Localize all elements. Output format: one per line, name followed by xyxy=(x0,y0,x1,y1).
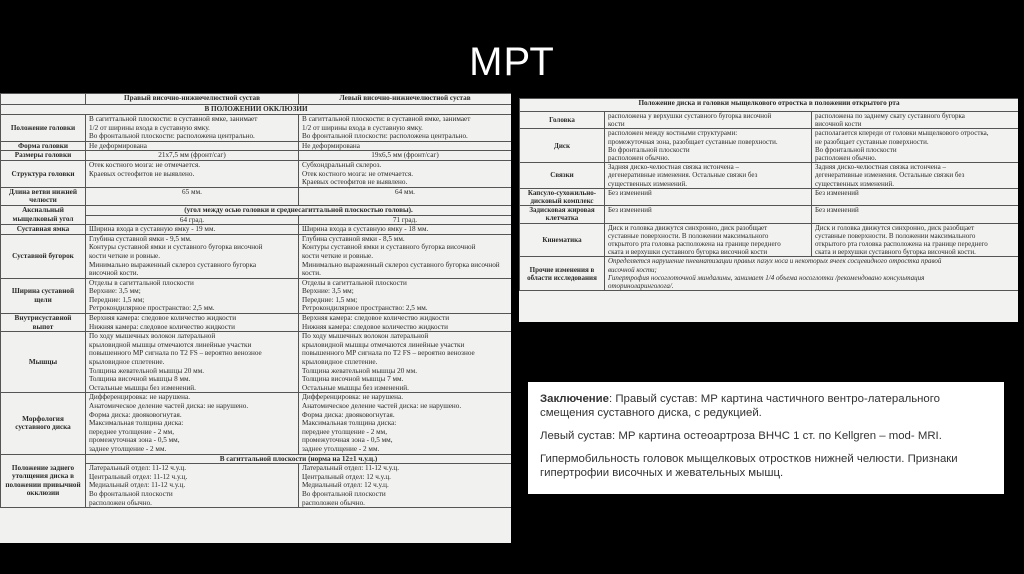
left-table-right-cell xyxy=(86,278,299,313)
left-table-left-cell-line: Передние: 1,5 мм; xyxy=(302,295,358,304)
left-table-row xyxy=(1,234,512,278)
left-table-left-cell-line: Толщина височной мышцы 7 мм. xyxy=(302,375,404,384)
right-table-right-cell-line: Задняя диско-челюстная связка истончена – xyxy=(608,163,739,172)
left-table-row xyxy=(1,454,512,464)
right-table-row-label: Капсуло-сухожильно-дисковый комплекс xyxy=(520,188,605,205)
right-table-right-cell-line: расположен между костными структурами: xyxy=(608,129,738,138)
left-table-right-cell-line: Передние: 1,5 мм; xyxy=(89,295,145,304)
left-table-left-cell-line: крыловидной мышцы отмечаются линейные участки xyxy=(302,340,465,349)
right-table-right-cell-line: суставные поверхности. В положении максимального xyxy=(608,231,769,240)
left-table-left-cell-line: По ходу мышечных волокон латеральной xyxy=(302,332,429,341)
left-table-right-cell xyxy=(86,464,299,508)
right-table-span-cell-line: Определяется нарушение пневматизации правых пазух носа и некоторых ячеек сосцевидного отростка правой xyxy=(608,257,942,266)
left-table-left-cell-line: Не деформирована xyxy=(302,141,360,150)
right-table-right-cell-line: ската и верхушки суставного бугорка височной кости xyxy=(608,248,768,257)
right-table-span-cell-line: оториноларинголога/. xyxy=(608,282,674,291)
left-table-left-cell-line: Нижняя камера: следовое количество жидкости xyxy=(302,322,448,331)
right-table-left-cell-line: дегенеративные изменения. Остальные связки без xyxy=(815,171,965,180)
left-table-left-cell-line: В сагиттальной плоскости: в суставной ямке, занимает xyxy=(302,115,471,123)
left-table-row-label: Суставная ямка xyxy=(1,225,86,235)
left-table-left-cell-line: Максимальная толщина диска: xyxy=(302,419,397,428)
left-table-span-cell: В сагиттальной плоскости (норма на 12±1 ч.у.ц.) xyxy=(86,454,512,464)
right-table-left-cell-line: Без изменений xyxy=(815,206,859,215)
left-table-right-cell-line: Максимальная толщина диска: xyxy=(89,419,184,428)
right-table-right-cell xyxy=(605,223,812,257)
left-table-left-cell-line: Ширина входа в суставную ямку - 18 мм. xyxy=(302,225,429,234)
left-table-right-cell-line: височной кости. xyxy=(89,269,139,278)
right-table-span-cell xyxy=(605,257,1019,291)
left-report-table xyxy=(0,93,511,543)
right-table-row-label: Диск xyxy=(520,129,605,163)
left-table-left-cell xyxy=(299,141,512,151)
left-table-right-cell-line: Верхние: 3,5 мм; xyxy=(89,287,141,296)
left-table-left-cell-line: Глубина суставной ямки - 8,5 мм. xyxy=(302,234,405,243)
header-right-joint: Правый височно-нижнечелюстной сустав xyxy=(86,94,299,105)
right-table-left-cell-line: открытого рта головка расположена на границе переднего xyxy=(815,240,988,249)
left-table-right-cell-line: Отделы в сагиттальной плоскости xyxy=(89,278,194,287)
left-table-right-cell-line: крыловидное сплетение. xyxy=(89,358,165,367)
right-table-right-cell-line: промежуточная зона, разобщает суставные поверхности. xyxy=(608,137,778,146)
right-table-right-cell-line: расположен обычно. xyxy=(608,154,670,163)
left-table-left-cell xyxy=(299,160,512,187)
left-table-right-cell-line: промежуточная зона - 0,5 мм, xyxy=(89,436,180,445)
left-table-left-cell-line: Дифференцировка: не нарушена. xyxy=(302,393,404,402)
left-table-right-cell-line: Минимально выраженный склероз суставного бугорка xyxy=(89,260,257,269)
right-table-left-cell-line: Во фронтальной плоскости xyxy=(815,145,897,154)
right-table-right-cell-line: Диск и головка движутся синхронно, диск разобщает xyxy=(608,223,768,232)
left-table-right-cell-line: повышенного МР сигнала по Т2 FS – вероятно венозное xyxy=(89,349,262,358)
right-table-right-cell xyxy=(605,112,812,129)
section-occlusion: В ПОЛОЖЕНИИ ОККЛЮЗИИ xyxy=(1,105,512,115)
right-table-right-cell-line: Без изменений xyxy=(608,206,652,215)
right-table-right-cell-line: расположена у верхушки суставного бугорка височной xyxy=(608,112,772,120)
left-table-right-cell-line: Контуры суставной ямки и суставного бугорка височной xyxy=(89,243,263,252)
left-table-row xyxy=(1,225,512,235)
left-table-row-label: Размеры головки xyxy=(1,151,86,161)
right-table-right-cell-line: дегенеративные изменения. Остальные связки без xyxy=(608,171,758,180)
left-table-row-label: Положение заднего утолщения диска в положении привычной окклюзии xyxy=(1,454,86,508)
right-table-left-cell xyxy=(812,206,1019,223)
right-table-right-cell-line: открытого рта головка расположена на границе переднего xyxy=(608,240,781,249)
right-table-right-cell-line: кости xyxy=(608,120,625,129)
conclusion-label: Заключение xyxy=(540,393,610,405)
left-table-right-cell-line: Толщина жевательной мышцы 20 мм. xyxy=(89,366,205,375)
right-table-right-cell xyxy=(605,163,812,189)
right-table-row xyxy=(520,206,1019,223)
right-table-left-cell-line: располагается кпереди от головки мыщелкового отростка, xyxy=(815,129,989,138)
left-table-right-cell-line: Во фронтальной плоскости xyxy=(89,489,173,498)
left-table-right-cell xyxy=(86,225,299,235)
left-table-span-cell: (угол между осью головки и среднесагиттальной плоскостью головы). xyxy=(86,205,512,215)
left-table-left-cell-line: Форма диска: двояковогнутая. xyxy=(302,410,395,419)
left-table-row xyxy=(1,332,512,393)
right-table-left-cell xyxy=(812,129,1019,163)
left-table-row-label: Суставной бугорок xyxy=(1,234,86,278)
left-table-left-cell-line: 71 град. xyxy=(392,215,418,224)
left-table-right-cell-line: 64 град. xyxy=(179,215,205,224)
left-table-left-cell xyxy=(299,151,512,161)
left-table-left-cell-line: Медиальный отдел: 12 ч.у.ц. xyxy=(302,481,389,490)
left-table-right-cell xyxy=(86,234,299,278)
right-table-row xyxy=(520,163,1019,189)
left-table-row-label: Ширина суставной щели xyxy=(1,278,86,313)
left-table-left-cell xyxy=(299,332,512,393)
left-table-right-cell-line: Не деформирована xyxy=(89,141,147,150)
left-table-row xyxy=(1,187,512,205)
right-table-left-cell xyxy=(812,163,1019,189)
left-table-right-cell-line: Центральный отдел: 11-12 ч.у.ц. xyxy=(89,472,188,481)
left-table-left-cell-line: 64 мм. xyxy=(395,187,415,196)
left-table-row xyxy=(1,151,512,161)
left-table-left-cell-line: Латеральный отдел: 11-12 ч.у.ц. xyxy=(302,464,400,473)
left-table-right-cell-line: 65 мм. xyxy=(182,187,202,196)
left-table-left-cell-line: Краевых остеофитов не выявлено. xyxy=(302,178,408,187)
left-table-left-cell-line: переднее утолщение - 2 мм, xyxy=(302,427,388,436)
left-table-left-cell xyxy=(299,314,512,332)
left-table-left-cell-line: Толщина жевательной мышцы 20 мм. xyxy=(302,366,418,375)
left-table-row xyxy=(1,393,512,454)
right-table-left-cell xyxy=(812,223,1019,257)
left-table-left-cell-line: Верхние: 3,5 мм; xyxy=(302,287,354,296)
right-table-right-cell xyxy=(605,188,812,205)
left-table-right-cell xyxy=(86,215,299,225)
left-table-left-cell-line: кости четкие и ровные. xyxy=(302,251,374,260)
left-table-right-cell-line: В сагиттальной плоскости: в суставной ямке, занимает xyxy=(89,115,258,123)
left-table-left-cell-line: Остальные мышцы без изменений. xyxy=(302,383,409,392)
left-table-left-cell-line: крыловидное сплетение. xyxy=(302,358,378,367)
left-table-right-cell-line: Ширина входа в суставную ямку - 19 мм. xyxy=(89,225,216,234)
left-table-right-cell-line: Анатомическое деление частей диска: не нарушено. xyxy=(89,402,249,410)
left-table-left-cell xyxy=(299,225,512,235)
right-table-row-label: Кинематика xyxy=(520,223,605,257)
right-table-left-cell-line: Без изменений xyxy=(815,188,859,197)
left-table-left-cell-line: заднее утолщение - 2 мм. xyxy=(302,444,380,453)
conclusion-right-joint xyxy=(540,392,992,420)
left-table-row xyxy=(1,278,512,313)
right-table-span-cell-line: височной кости; xyxy=(608,265,657,274)
left-table-right-cell xyxy=(86,151,299,161)
left-table-right-cell-line: Глубина суставной ямки - 9,5 мм. xyxy=(89,234,192,243)
left-table-right-cell-line: Нижняя камера: следовое количество жидкости xyxy=(89,322,235,331)
left-table-left-cell-line: Верхняя камера: следовое количество жидкости xyxy=(302,314,450,323)
right-table-row-label: Задисковая жировая клетчатка xyxy=(520,206,605,223)
right-table-right-cell xyxy=(605,206,812,223)
left-table-row xyxy=(1,205,512,215)
left-table-right-cell-line: Отек костного мозга: не отмечается. xyxy=(89,160,201,169)
left-table-left-cell xyxy=(299,234,512,278)
left-table-left-cell-line: Во фронтальной плоскости: расположена центрально. xyxy=(302,132,468,141)
right-table-row-label: Головка xyxy=(520,112,605,129)
conclusion-left-joint: Левый сустав: МР картина остеоартроза ВНЧС 1 ст. по Kellgren – mod- MRI. xyxy=(540,430,942,442)
left-table-left-cell-line: Отделы в сагиттальной плоскости xyxy=(302,278,407,287)
left-table-row xyxy=(1,160,512,187)
left-table-right-cell xyxy=(86,332,299,393)
left-table-right-cell-line: Ретрокондилярное пространство: 2,5 мм. xyxy=(89,304,215,313)
left-table-right-cell-line: крыловидной мышцы отмечаются линейные участки xyxy=(89,340,252,349)
left-table-row xyxy=(1,141,512,151)
right-table-left-cell-line: суставные поверхности. В положении максимального xyxy=(815,231,976,240)
left-table-left-cell-line: 19х6,5 мм (фронт/саг) xyxy=(371,151,439,160)
left-table-left-cell-line: Анатомическое деление частей диска: не нарушено. xyxy=(302,402,462,410)
left-table-right-cell-line: заднее утолщение - 2 мм. xyxy=(89,444,167,453)
left-table-right-cell xyxy=(86,160,299,187)
left-table-row-label: Аксиальный мыщелковый угол xyxy=(1,205,86,224)
left-table-right-cell xyxy=(86,187,299,205)
left-table-left-cell-line: Субхондральный склероз. xyxy=(302,160,382,169)
left-table-right-cell-line: расположен обычно. xyxy=(89,498,152,507)
right-table-row xyxy=(520,129,1019,163)
right-table-left-cell-line: расположен обычно. xyxy=(815,154,877,163)
left-table-right-cell-line: 1/2 от ширины входа в суставную ямку. xyxy=(89,123,210,132)
left-table-right-cell xyxy=(86,393,299,454)
right-table-right-cell-line: Во фронтальной плоскости xyxy=(608,145,690,154)
right-table-row-label: Прочие изменения в области исследования xyxy=(520,257,605,291)
left-table-right-cell-line: Дифференцировка: не нарушена. xyxy=(89,393,191,402)
left-table-row-label: Длина ветви нижней челюсти xyxy=(1,187,86,205)
left-table-left-cell xyxy=(299,464,512,508)
right-table-row-label: Связки xyxy=(520,163,605,189)
left-table-right-cell-line: Толщина височной мышцы 8 мм. xyxy=(89,375,191,384)
right-table-row xyxy=(520,188,1019,205)
header-empty xyxy=(1,94,86,105)
left-table-left-cell xyxy=(299,215,512,225)
left-table-left-cell-line: Центральный отдел: 12 ч.у.ц. xyxy=(302,472,391,481)
left-table-left-cell-line: 1/2 от ширины входа в суставную ямку. xyxy=(302,123,423,132)
right-table-right-cell-line: существенных изменений. xyxy=(608,179,687,188)
right-table-row xyxy=(520,257,1019,291)
left-table-left-cell-line: Во фронтальной плоскости xyxy=(302,489,386,498)
left-table-right-cell xyxy=(86,141,299,151)
left-table-right-cell-line: переднее утолщение - 2 мм, xyxy=(89,427,175,436)
conclusion-box xyxy=(528,382,1004,494)
right-table-left-cell-line: существенных изменений. xyxy=(815,179,894,188)
right-table-left-cell xyxy=(812,188,1019,205)
right-table-left-cell-line: Задняя диско-челюстная связка истончена – xyxy=(815,163,946,172)
left-table-left-cell-line: Отек костного мозга: не отмечается. xyxy=(302,169,414,178)
left-table-left-cell-line: повышенного МР сигнала по Т2 FS – вероятно венозное xyxy=(302,349,475,358)
right-table-span-cell-line: Гипертрофия носоглоточной миндалины, занимает 1/4 объема носоглотки /рекомендовано консультация xyxy=(608,273,925,282)
right-table-row xyxy=(520,223,1019,257)
left-table-right-cell-line: кости четкие и ровные. xyxy=(89,251,161,260)
left-table-right-cell-line: Краевых остеофитов не выявлено. xyxy=(89,169,195,178)
left-table-row-label: Форма головки xyxy=(1,141,86,151)
left-table-right-cell xyxy=(86,115,299,142)
conclusion-right-text: : Правый сустав: МР картина частичного вентро-латерального смещения суставного диска, с редукцией. xyxy=(540,393,941,419)
left-table-row-label: Морфология суставного диска xyxy=(1,393,86,454)
left-table-right-cell-line: Медиальный отдел: 11-12 ч.у.ц. xyxy=(89,481,186,490)
right-table-right-cell-line: Без изменений xyxy=(608,188,652,197)
left-table-left-cell-line: расположен обычно. xyxy=(302,498,365,507)
right-table-left-cell-line: ската и верхушки суставного бугорка височной кости. xyxy=(815,248,976,257)
right-table-left-cell-line: височной кости xyxy=(815,120,862,129)
left-table-left-cell-line: Контуры суставной ямки и суставного бугорка височной xyxy=(302,243,476,252)
left-table-row-label: Мышцы xyxy=(1,332,86,393)
left-table-left-cell-line: Ретрокондилярное пространство: 2,5 мм. xyxy=(302,304,428,313)
right-report-table xyxy=(519,98,1018,322)
left-table-row-label: Структура головки xyxy=(1,160,86,187)
left-table-left-cell xyxy=(299,187,512,205)
conclusion-hypermobility: Гипермобильность головок мыщелковых отростков нижней челюсти. Признаки гипертрофии височных и жевательных мышц. xyxy=(540,453,958,479)
left-table-right-cell-line: Остальные мышцы без изменений. xyxy=(89,383,196,392)
left-table-right-cell-line: Верхняя камера: следовое количество жидкости xyxy=(89,314,237,323)
left-table-right-cell-line: По ходу мышечных волокон латеральной xyxy=(89,332,216,341)
slide-title: МРТ xyxy=(469,40,555,84)
left-table-left-cell xyxy=(299,278,512,313)
left-table-left-cell-line: кости. xyxy=(302,269,321,278)
left-table-row-label: Положение головки xyxy=(1,115,86,142)
left-table-right-cell-line: Латеральный отдел: 11-12 ч.у.ц. xyxy=(89,464,187,473)
header-left-joint: Левый височно-нижнечелюстной сустав xyxy=(299,94,512,105)
left-table-left-cell xyxy=(299,115,512,142)
right-table-left-cell xyxy=(812,112,1019,129)
left-table-right-cell-line: Форма диска: двояковогнутая. xyxy=(89,410,182,419)
left-table-left-cell-line: Минимально выраженный склероз суставного бугорка височной xyxy=(302,260,500,269)
left-table-left-cell xyxy=(299,393,512,454)
left-table-right-cell-line: Во фронтальной плоскости: расположена центрально. xyxy=(89,132,255,141)
right-table-right-cell xyxy=(605,129,812,163)
right-table-left-cell-line: Диск и головка движутся синхронно, диск разобщает xyxy=(815,223,975,232)
left-table-right-cell-line: 21х7,5 мм (фронт/саг) xyxy=(158,151,226,160)
right-table-left-cell-line: не разобщает суставные поверхности. xyxy=(815,137,929,146)
right-table-left-cell-line: расположена по заднему скату суставного бугорка xyxy=(815,112,965,120)
header-open-mouth: Положение диска и головки мыщелкового отростка в положении открытого рта xyxy=(520,99,1019,112)
right-table-row xyxy=(520,112,1019,129)
left-table-row xyxy=(1,314,512,332)
left-table-row xyxy=(1,115,512,142)
left-table-left-cell-line: промежуточная зона - 0,5 мм, xyxy=(302,436,393,445)
left-table-right-cell xyxy=(86,314,299,332)
left-table-row-label: Внутрисуставной выпот xyxy=(1,314,86,332)
